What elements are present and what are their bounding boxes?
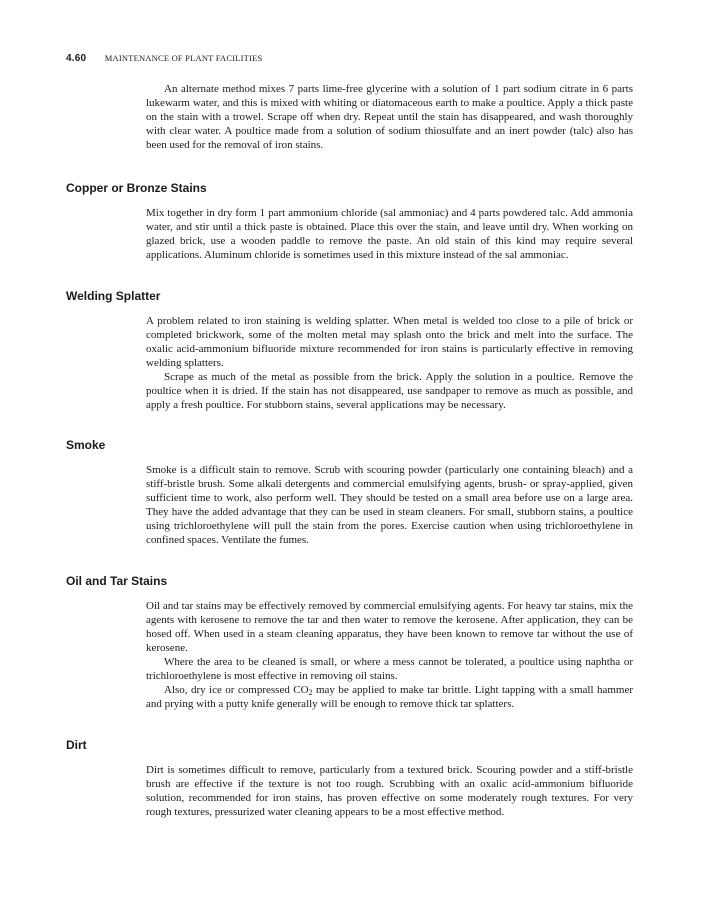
dirt-section-body xyxy=(146,763,633,819)
section-heading-welding: Welding Splatter xyxy=(66,289,161,303)
intro-paragraph: An alternate method mixes 7 parts lime-free glycerine with a solution of 1 part sodium citrate in 6 parts lukewarm water, and this is mixed with whiting or diatomaceous earth to make a poultice. Apply a thick paste on the stain with a trowel. Scrape off when dry. Repeat until the stain has disappeared, and wash thoroughly with clear water. A poultice made from a solution of sodium thiosulfate and an inert powder (talc) also has been used for the removal of iron stains. xyxy=(146,83,633,151)
copper-section-body xyxy=(146,206,633,262)
oil-tar-p3-start: Also, dry ice or compressed CO xyxy=(164,684,309,696)
smoke-paragraph: Smoke is a difficult stain to remove. Scrub with scouring powder (particularly one containing bleach) and a stiff-bristle brush. Some alkali detergents and commercial emulsifying agents, brush- or spray-applied, given sufficient time to work, also perform well. They should be tested on a small area before use on a large area. They have the added advantage that they can be used in steam cleaners. For small, stubborn stains, a poultice using trichloroethylene will pull the stain from the pores. Exercise caution when using trichloroethylene in confined spaces. Ventilate the fumes. xyxy=(146,464,633,546)
smoke-section-body xyxy=(146,463,633,547)
oil-tar-paragraph-1: Oil and tar stains may be effectively removed by commercial emulsifying agents. For heavy tar stains, mix the agents with kerosene to remove the tar and then water to remove the kerosene. After application, they can be hosed off. When used in a steam cleaning apparatus, they have been known to remove tar without the use of kerosene. xyxy=(146,600,633,654)
running-title: MAINTENANCE OF PLANT FACILITIES xyxy=(104,53,263,63)
section-heading-oil-tar: Oil and Tar Stains xyxy=(66,574,168,588)
welding-section-body xyxy=(146,314,633,412)
oil-tar-p3-end: may be applied to make tar brittle. Light tapping with a small hammer and prying with a putty knife generally will be enough to remove thick tar splatters. xyxy=(146,684,633,710)
section-heading-smoke: Smoke xyxy=(66,438,106,452)
welding-paragraph-2: Scrape as much of the metal as possible from the brick. Apply the solution in a poultice. Remove the poultice when it is dried. If the stain has not disappeared, use sandpaper to remove as much as possible, and apply a fresh poultice. For stubborn stains, several applications may be necessary. xyxy=(146,371,633,411)
oil-tar-paragraph-2: Where the area to be cleaned is small, or where a mess cannot be tolerated, a poultice using naphtha or trichloroethylene is most effective in removing oil stains. xyxy=(146,656,633,682)
page-number: 4.60 xyxy=(66,53,87,64)
oil-tar-paragraph-3 xyxy=(146,683,633,711)
co2-subscript: 2 xyxy=(308,688,313,697)
section-heading-copper: Copper or Bronze Stains xyxy=(66,181,207,195)
welding-paragraph-1: A problem related to iron staining is welding splatter. When metal is welded too close to a pile of brick or completed brickwork, some of the molten metal may splash onto the brick and melt into the surface. The oxalic acid-ammonium bifluoride mixture recommended for iron stains is particularly effective in removing welding splatters. xyxy=(146,315,633,369)
section-heading-dirt: Dirt xyxy=(66,738,87,752)
copper-paragraph: Mix together in dry form 1 part ammonium chloride (sal ammoniac) and 4 parts powdered talc. Add ammonia water, and stir until a thick paste is obtained. Place this over the stain, and leave until dry. When working on glazed brick, use a wooden paddle to remove the paste. An old stain of this kind may require several applications. Aluminum chloride is sometimes used in this mixture instead of the sal ammoniac. xyxy=(146,207,633,261)
running-header xyxy=(66,53,262,64)
oil-tar-section-body xyxy=(146,599,633,711)
intro-paragraph-block xyxy=(146,82,633,152)
dirt-paragraph: Dirt is sometimes difficult to remove, particularly from a textured brick. Scouring powder and a stiff-bristle brush are effective if the texture is not too rough. Scrubbing with an oxalic acid-ammonium bifluoride solution, recommended for iron stains, has proven effective on some moderately rough textures. For very rough textures, pressurized water cleaning appears to be a most effective method. xyxy=(146,764,633,818)
